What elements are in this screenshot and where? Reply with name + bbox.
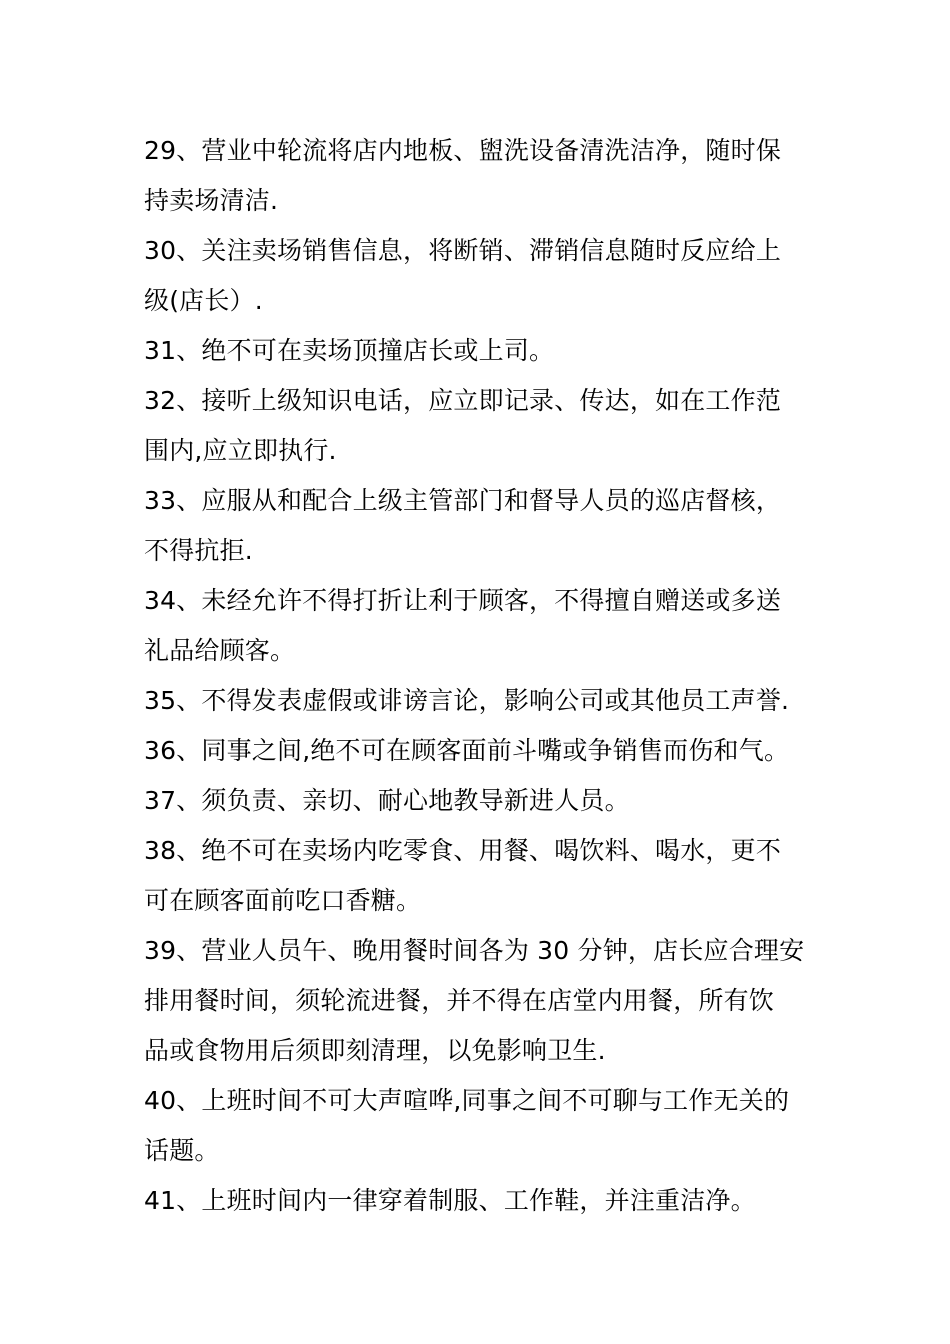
text-line: 持卖场清洁. [144,186,279,215]
text-line: 29、营业中轮流将店内地板、盥洗设备清洗洁净，随时保 [144,136,782,165]
text-line: 可在顾客面前吃口香糖。 [144,886,422,915]
text-line: 37、须负责、亲切、耐心地教导新进人员。 [144,786,630,815]
document-body [144,126,814,1226]
text-line: 排用餐时间，须轮流进餐，并不得在店堂内用餐，所有饮 [144,986,775,1015]
text-line: 不得抗拒. [144,536,253,565]
text-line: 级(店长）. [144,286,263,315]
text-line: 40、上班时间不可大声喧哗,同事之间不可聊与工作无关的 [144,1086,790,1115]
text-line: 38、绝不可在卖场内吃零食、用餐、喝饮料、喝水，更不 [144,836,782,865]
text-line: 36、同事之间,绝不可在顾客面前斗嘴或争销售而伤和气。 [144,736,790,765]
text-line: 30、关注卖场销售信息，将断销、滞销信息随时反应给上 [144,236,782,265]
text-line: 礼品给顾客。 [144,636,296,665]
text-line: 31、绝不可在卖场顶撞店长或上司。 [144,336,555,365]
text-line: 32、接听上级知识电话，应立即记录、传达，如在工作范 [144,386,782,415]
text-line: 34、未经允许不得打折让利于顾客，不得擅自赠送或多送 [144,586,782,615]
text-line: 33、应服从和配合上级主管部门和督导人员的巡店督核， [144,486,782,515]
text-line: 围内,应立即执行. [144,436,337,465]
text-line: 41、上班时间内一律穿着制服、工作鞋，并注重洁净。 [144,1186,756,1215]
text-line: 话题。 [144,1136,220,1165]
text-line: 39、营业人员午、晚用餐时间各为 30 分钟，店长应合理安 [144,936,805,965]
text-line: 品或食物用后须即刻清理，以免影响卫生. [144,1036,606,1065]
text-line: 35、不得发表虚假或诽谤言论，影响公司或其他员工声誉. [144,686,790,715]
